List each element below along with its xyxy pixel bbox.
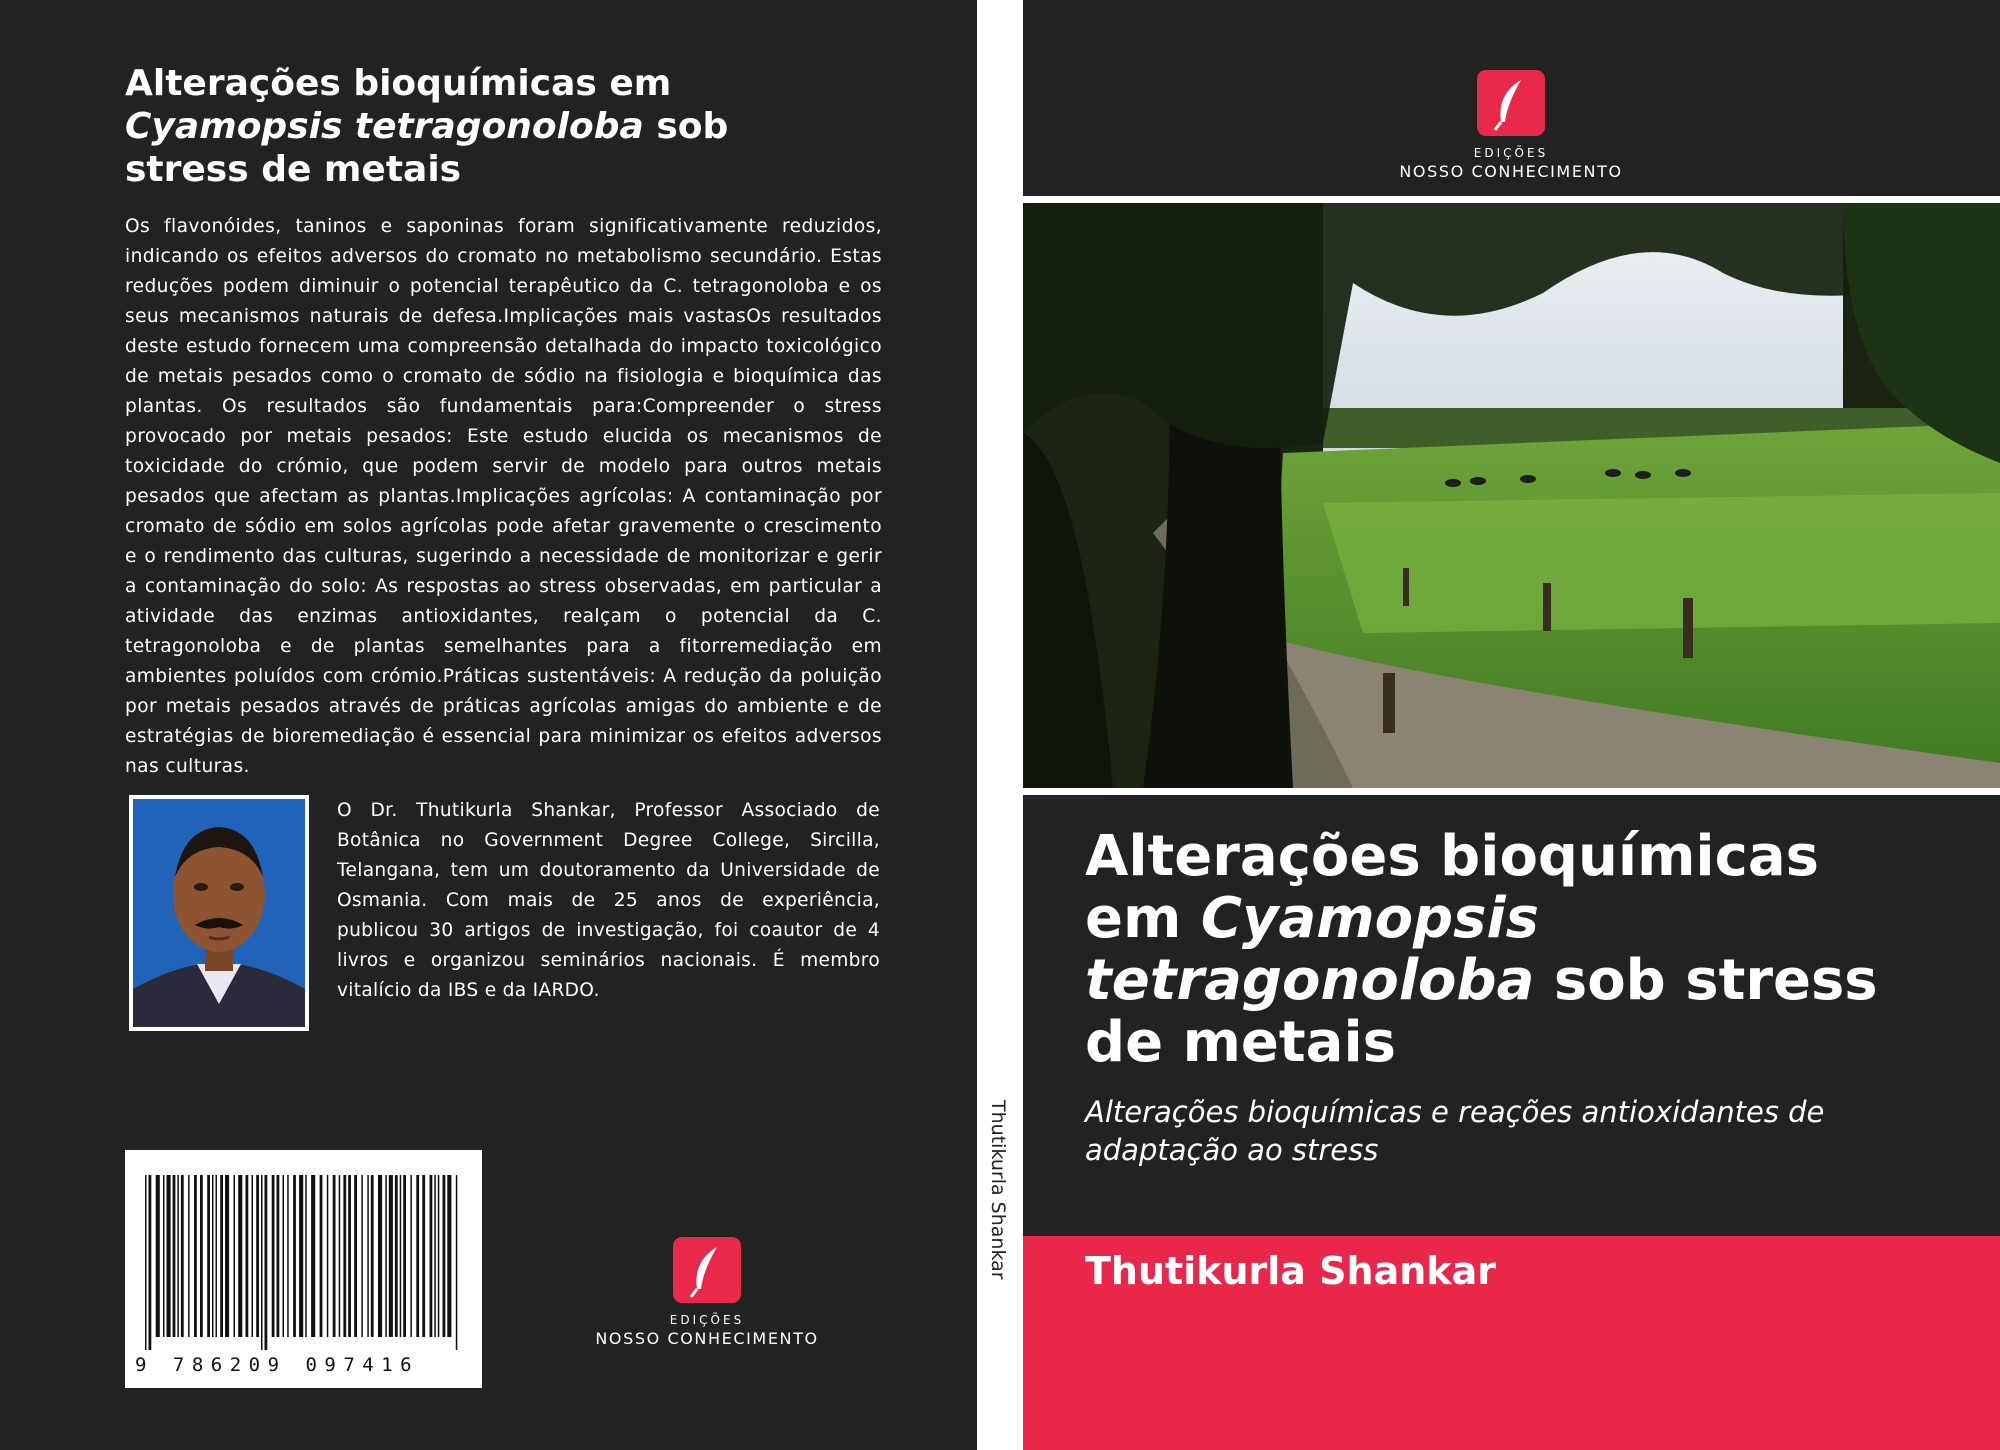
barcode-bar [389,1175,393,1337]
barcode-bar [443,1175,446,1337]
barcode-bar [416,1175,419,1337]
barcode-bar [216,1175,218,1337]
barcode-bar [422,1175,425,1337]
barcode-bar [395,1175,398,1337]
barcode-bar [333,1175,336,1337]
barcode-bar [252,1175,254,1337]
front-title-line1: Alterações bioquímicas [1085,824,1819,889]
barcode-bar [293,1175,296,1337]
barcode-bar [327,1175,329,1337]
barcode-bar [320,1175,323,1337]
author-band [1023,1236,2000,1450]
barcode-bar [283,1175,285,1337]
front-title-italic: Cyamopsis tetragonoloba [1085,886,1540,1013]
barcode-bar [343,1175,346,1337]
barcode-bar [311,1175,315,1337]
front-author: Thutikurla Shankar [1085,1249,1496,1293]
barcode-bar [173,1175,176,1337]
barcode [125,1150,482,1388]
barcode-bar [177,1175,179,1337]
barcode-bar [434,1175,436,1337]
quill-feather-icon [1477,70,1545,136]
barcode-bar [361,1175,363,1337]
publisher-line1: EDIÇÕES [669,1313,745,1327]
barcode-bar [305,1175,307,1337]
barcode-bar [447,1175,451,1337]
barcode-bar [261,1175,263,1350]
landscape-photo [1023,203,2000,788]
top-rule [1023,196,2000,203]
barcode-bar [354,1175,357,1337]
back-summary: Os flavonóides, taninos e saponinas foram significativamente reduzidos, indicando os efeitos adversos do cromato no metabolismo secundário. Estas reduções podem diminuir o potencial terapêutico da C. tetragonoloba e os seus mecanismos naturais de defesa.Implicações mais vastasOs resultados deste estudo fornecem uma compreensão detalhada do impacto toxicológico de metais pesados como o cromato de sódio na fisiologia e bioquímica das plantas. Os resultados são fundamentais para:Compreender o stress provocado por metais pesados: Este estudo elucida os mecanismos de toxicidade do crómio, que podem servir de modelo para outros metais pesados que afectam as plantas.Implicações agrícolas: A contaminação por cromato de sódio em solos agrícolas pode afetar gravemente o crescimento e o rendimento das culturas, sugerindo a necessidade de monitorizar e gerir a contaminação do solo: As respostas ao stress observadas, em particular a atividade das enzimas antioxidantes, realçam o potencial da C. tetragonoloba e de plantas semelhantes para a fitorremediação em ambientes poluídos com crómio.Práticas sustentáveis: A redução da poluição por metais pesados através de práticas agrícolas amigas do ambiente e de estratégias de bioremediação é essencial para minimizar os efeitos adversos nas culturas. [125,216,882,777]
barcode-bar [456,1175,458,1350]
barcode-bar [430,1175,433,1337]
back-title-italic: Cyamopsis tetragonoloba [125,106,644,147]
back-title-suffix: sob stress de metais [125,106,729,190]
spine-author [987,1100,1009,1146]
barcode-bars-icon [125,1150,482,1350]
quill-feather-icon [673,1237,741,1303]
barcode-bar [410,1175,412,1337]
barcode-bar [167,1175,171,1337]
barcode-bar [339,1175,341,1337]
publisher-line2: NOSSO CONHECIMENTO [595,1329,819,1348]
barcode-bar [207,1175,210,1337]
barcode-bar [145,1175,147,1350]
barcode-bar [272,1175,275,1337]
barcode-bar [385,1175,387,1337]
barcode-bar [371,1175,374,1337]
publisher-line2: NOSSO CONHECIMENTO [1399,162,1623,181]
barcode-bar [225,1175,229,1337]
barcode-bar [163,1175,165,1337]
barcode-bar [287,1175,289,1337]
barcode-bar [403,1175,406,1337]
barcode-bar [194,1175,197,1337]
front-subtitle: Alterações bioquímicas e reações antioxidantes de adaptação ao stress [1085,1095,1825,1167]
barcode-bar [265,1175,268,1350]
barcode-bar [277,1175,280,1337]
front-title [1085,826,1965,1074]
barcode-bar [234,1175,236,1337]
barcode-bar [212,1175,214,1337]
landscape-photo-icon [1023,203,2000,788]
author-portrait-icon [133,799,305,1027]
barcode-bar [400,1175,402,1337]
barcode-bar [188,1175,190,1337]
back-publisher-logo [587,1237,827,1348]
barcode-bar [438,1175,440,1337]
back-title-prefix: Alterações bioquímicas em [125,63,672,104]
barcode-bar [367,1175,369,1337]
barcode-bar [149,1175,152,1350]
publisher-line1: EDIÇÕES [1473,146,1549,160]
author-photo [129,795,309,1031]
front-title-em: em [1085,886,1182,951]
front-publisher-logo [1381,70,1641,181]
barcode-bar [378,1175,382,1337]
barcode-bar [238,1175,242,1337]
barcode-bar [348,1175,351,1337]
barcode-bar [299,1175,303,1337]
barcode-bar [220,1175,223,1337]
front-title-suffix: sob stress de metais [1085,948,1878,1075]
barcode-bar [246,1175,249,1337]
barcode-bar [181,1175,184,1337]
back-title [125,62,845,191]
barcode-bar [156,1175,160,1337]
barcode-bar [200,1175,203,1337]
barcode-digits: 9 786209 097416 [135,1354,420,1376]
author-bio: O Dr. Thutikurla Shankar, Professor Associado de Botânica no Government Degree College, Sircilla, Telangana, tem um doutoramento da Universidade de Osmania. Com mais de 25 anos de experiência, publicou 30 artigos de investigação, foi coautor de 4 livros e organizou seminários nacionais. É membro vitalício da IBS e da IARDO. [337,800,880,1001]
barcode-bar [256,1175,259,1337]
bottom-rule [1023,788,2000,795]
